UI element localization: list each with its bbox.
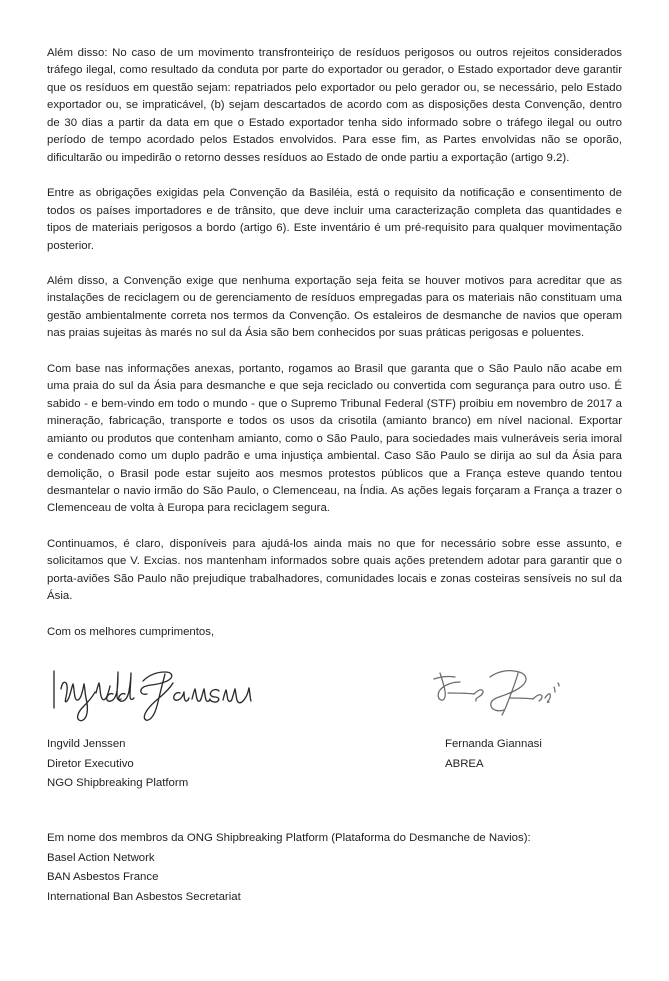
signature-image-left <box>47 663 277 729</box>
members-intro: Em nome dos membros da ONG Shipbreaking Platform (Plataforma do Desmanche de Navios): <box>47 832 531 845</box>
member-item: Basel Action Network <box>47 851 155 864</box>
signature-image-right <box>430 665 620 725</box>
members-block <box>47 829 622 907</box>
signer-right-name: Fernanda Giannasi <box>445 738 542 751</box>
closing-salutation: Com os melhores cumprimentos, <box>47 625 215 638</box>
signer-right-organization: ABREA <box>445 757 484 770</box>
paragraph-5: Continuamos, é claro, disponíveis para ajudá-los ainda mais no que for necessário sobre esse assunto, e solicitamos que V. Excias. nos mantenham informados sobre quais ações pretendem adotar para garantir que o porta-aviões São Paulo não prejudique trabalhadores, comunidades locais e zonas costeiras sensíveis no sul da Ásia. <box>47 537 622 603</box>
member-item: International Ban Asbestos Secretariat <box>47 890 241 903</box>
signature-names-row <box>47 735 622 801</box>
letter-body <box>47 45 622 641</box>
member-item: BAN Asbestos France <box>47 871 159 884</box>
paragraph-2: Entre as obrigações exigidas pela Convenção da Basiléia, está o requisito da notificação e consentimento de todos os países importadores e de trânsito, que deve incluir uma caracterização completa das quantidades e tipos de materiais perigosos a bordo (artigo 6). Este inventário é um pré-requisito para qualquer movimentação posterior. <box>47 187 622 252</box>
signer-left-name: Ingvild Jenssen <box>47 738 126 751</box>
signer-left-organization: NGO Shipbreaking Platform <box>47 776 189 789</box>
paragraph-4: Com base nas informações anexas, portanto, rogamos ao Brasil que garanta que o São Paulo não acabe em uma praia do sul da Ásia para desmanche e que seja reciclado ou convertida com segurança para outro uso. É sabido - e bem-vindo em todo o mundo - que o Supremo Tribunal Federal (STF) proibiu em novembro de 2017 a mineração, fabricação, transporte e todos os usos da crisotila (amianto branco) em nível nacional. Exportar amianto ou produtos que contenham amianto, como o São Paulo, para sociedades mais vulneráveis seria imoral e condenado como um duplo padrão e uma injustiça ambiental. Caso São Paulo se dirija ao sul da Ásia para demolição, o Brasil pode estar sujeito aos mesmos protestos públicos que a França esteve quando tentou desmantelar o navio irmão do São Paulo, o Clemenceau, na Índia. As ações legais forçaram a França a trazer o Clemenceau de volta à Europa para reciclagem segura. <box>47 362 622 515</box>
paragraph-3: Além disso, a Convenção exige que nenhuma exportação seja feita se houver motivos para acreditar que as instalações de reciclagem ou de gerenciamento de resíduos empregadas para os materiais não constituam uma gestão ambientalmente correta nos termos da Convenção. Os estaleiros de desmanche de navios que operam nas praias sujeitas às marés no sul da Ásia são bem conhecidos por suas práticas perigosas e poluentes. <box>47 274 622 340</box>
signer-left-block <box>47 735 188 793</box>
signature-band <box>47 663 622 735</box>
signer-left-title: Diretor Executivo <box>47 757 134 770</box>
signer-right-block <box>445 735 542 774</box>
paragraph-1: Além disso: No caso de um movimento transfronteiriço de resíduos perigosos ou outros rejeitos considerados tráfego ilegal, como resultado da conduta por parte do exportador ou gerador, o Estado exportador deve garantir que os resíduos em questão sejam: repatriados pelo exportador ou pelo gerador ou, se necessário, pelo Estado exportador ou, se impraticável, (b) sejam descartados de acordo com as disposições desta Convenção, dentro de 30 dias a partir da data em que o Estado exportador tenha sido informado sobre o tráfego ilegal ou outro período de tempo acordado pelos Estados envolvidos. Para esse fim, as Partes envolvidas não se oporão, dificultarão ou impedirão o retorno desses resíduos ao Estado de onde partiu a exportação (artigo 9.2). <box>47 47 622 164</box>
